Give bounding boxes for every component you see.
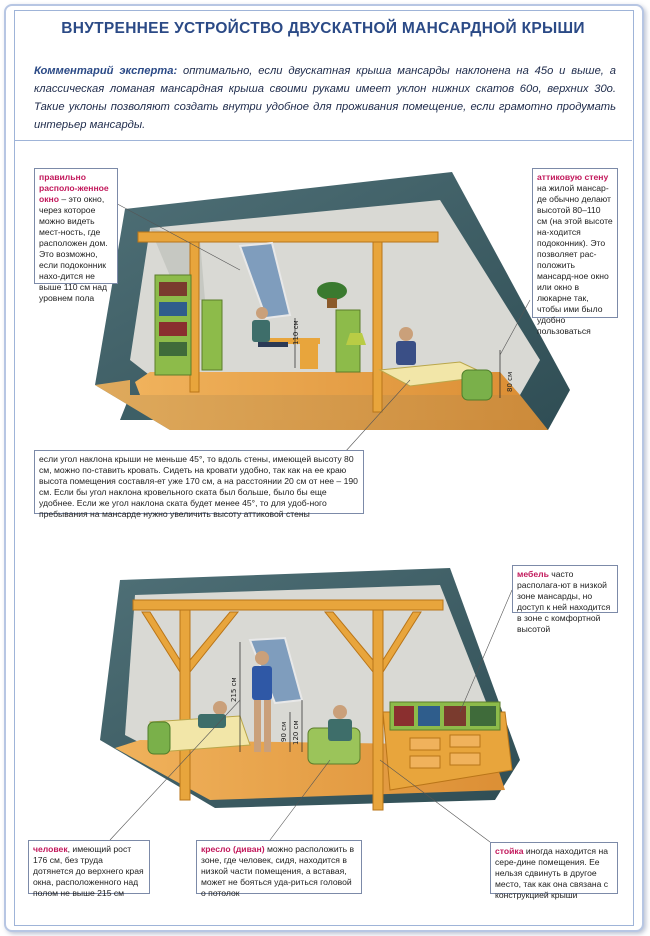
top-dim-80: 80 см xyxy=(506,371,514,392)
top-note-attic-wall xyxy=(532,168,618,336)
top-bookshelf-2 xyxy=(202,300,222,370)
top-person-bed-head xyxy=(399,327,413,341)
top-person-seated-body xyxy=(252,320,270,342)
top-note-attic-text: на жилой мансар-де обычно делают высотой 80–110 см (на этой высоте на-ходится подоконник). Это позволяет рас-положить мансард-ное окно или окно в люкарне так, чтобы ими было удобно пользоваться xyxy=(537,183,613,336)
bottom-ceiling-beam xyxy=(133,600,443,610)
bottom-note-post-text: иногда находится на сере-дине помещения. Ее нельзя сдвинуть в другое место, так как она связана с конструкцией крыши xyxy=(495,846,609,900)
bottom-person-standing-body xyxy=(252,666,272,700)
comment-text: оптимально, если двускатная крыша мансарды наклонена на 45о и выше, а классическая ломаная мансардная крыша своими руками имеет уклон нижних скатов 60о, верхних 30о. Такие уклоны позволяют создать внутри удобное для проживания помещение, если грамотно продумать интерьер мансарды. xyxy=(34,65,616,131)
bottom-post-right xyxy=(373,610,383,810)
top-bed-headboard xyxy=(462,370,492,400)
bottom-person-standing-leg-r xyxy=(264,700,271,752)
bottom-note-armchair xyxy=(196,840,362,898)
bottom-note-armchair-hl: кресло (диван) xyxy=(201,844,265,854)
top-note-window-text: – это окно, через которое можно видеть мест-ность, где расположен дом. Это возможно, если подоконник нахо-дится не выше 110 см над уровнем пола xyxy=(39,194,108,303)
bottom-note-person xyxy=(28,840,150,898)
bottom-dim-90: 90 см xyxy=(280,721,288,742)
top-person-seated-head xyxy=(256,307,268,319)
top-ceiling-beam xyxy=(138,232,438,242)
bottom-note-person-hl: человек xyxy=(33,844,68,854)
top-person-seated-legs xyxy=(258,342,288,347)
bottom-note-post-hl: стойка xyxy=(495,846,524,856)
top-person-bed-body xyxy=(396,341,416,365)
bottom-dim-215: 215 см xyxy=(230,677,238,702)
page-title: ВНУТРЕННЕЕ УСТРОЙСТВО ДВУСКАТНОЙ МАНСАРДНОЙ КРЫШИ xyxy=(61,20,585,37)
bottom-person-standing-leg-l xyxy=(254,700,261,752)
bottom-person-seated-head xyxy=(333,705,347,719)
top-note-window xyxy=(34,168,118,303)
top-attic-scene xyxy=(95,172,570,452)
bottom-note-armchair-text: можно расположить в зоне, где человек, сидя, находится в низкой части помещения, а вставая, может не бояться уда-риться головой о потолок xyxy=(201,844,355,898)
bottom-attic-scene xyxy=(100,568,520,842)
bottom-note-furniture-hl: мебель xyxy=(517,569,549,579)
top-plant xyxy=(317,282,347,300)
bottom-note-person-text: , имеющий рост 176 см, без труда дотянется до верхнего края окна, расположенного над полом не выше 215 см xyxy=(33,844,144,898)
bottom-note-post xyxy=(490,842,618,900)
bottom-person-bed-head xyxy=(213,701,227,715)
bottom-note-furniture-text: часто располага-ют в низкой зоне мансарды, но доступ к ней находится в зоне с комфортной высотой xyxy=(517,569,611,634)
bottom-bed-headboard xyxy=(148,722,170,754)
top-plant-pot xyxy=(327,298,337,308)
top-dim-110: 110 см xyxy=(292,320,300,345)
bottom-books xyxy=(394,706,496,726)
comment-lead: Комментарий эксперта: xyxy=(34,65,178,77)
bottom-post-left xyxy=(180,610,190,800)
bottom-note-furniture xyxy=(512,565,618,634)
top-note-window-hl: правильно располо-женное окно xyxy=(39,172,109,204)
bottom-person-bed-body xyxy=(198,714,226,728)
top-post-right xyxy=(373,242,382,412)
top-note-attic-hl: аттиковую стену xyxy=(537,172,609,182)
bottom-person-standing-head xyxy=(255,651,269,665)
bottom-person-seated-body xyxy=(328,719,352,741)
top-desk-drawers xyxy=(300,344,318,369)
top-note-bed: если угол наклона крыши не меньше 45°, то вдоль стены, имеющей высоту 80 см, можно по-ставить кровать. Сидеть на кровати удобно, так как на ее краю высота помещения составля-ет уже 170 см, а на расстоянии 20 см от нее – 190 см. Если бы угол наклона кровельного ската был больше, было бы еще удобнее. Если же угол наклона ската будет менее 45°, то для удоб-ного пребывания на мансарде нужно увеличить высоту аттиковой стены xyxy=(34,450,364,514)
bottom-dim-120: 120 см xyxy=(292,720,300,745)
